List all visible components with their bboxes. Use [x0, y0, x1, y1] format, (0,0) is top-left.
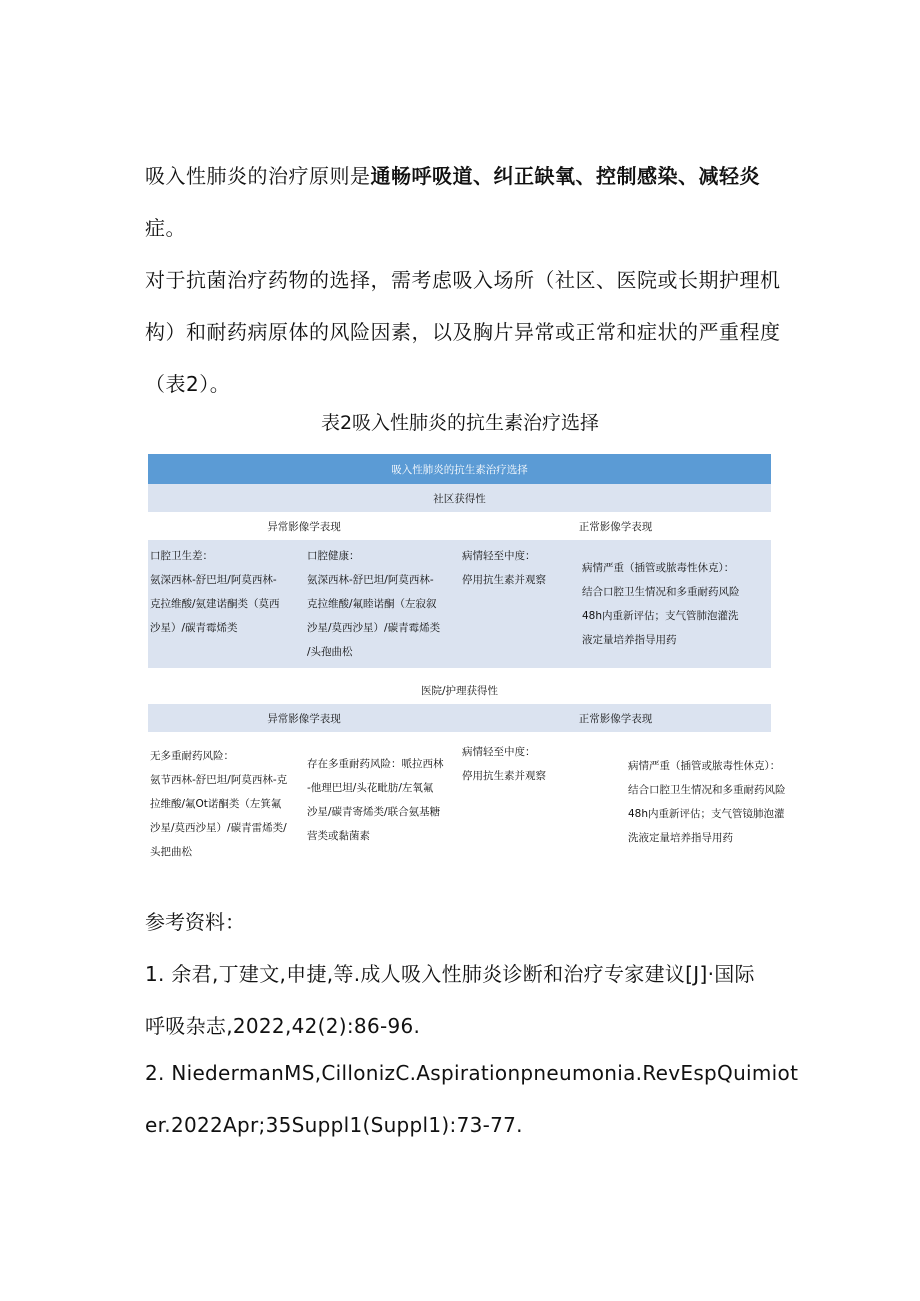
intro-line-2: 对于抗菌治疗药物的选择，需考虑吸入场所（社区、医院或长期护理机 [145, 268, 781, 292]
community-cell-poor-oral: 口腔卫生差： 氨深西林-舒巴坦/阿莫西林- 克拉维酸/氨建诺酮类（莫西 沙星）/碳青霉烯类 [148, 540, 305, 668]
table-title: 吸入性肺炎的抗生素治疗选择 [148, 454, 771, 484]
intro-paragraph [145, 150, 785, 410]
community-cell-mild: 病情轻至中度： 停用抗生素并观察 [460, 540, 594, 668]
hospital-cell-mdr: 存在多重耐药风险：哌拉西林 -他理巴坦/头花毗肪/左氧氟 沙星/碳青寄烯类/联合氨基糖 营类或黏菌素 [307, 758, 444, 842]
community-abnormal-header: 异常影像学表现 [148, 512, 460, 540]
hospital-normal-header: 正常影像学表现 [460, 704, 771, 732]
hospital-cell-severe: 病情严重（插管或脓毒性休克）： 结合口腔卫生情况和多重耐药风险 48h内重新评估；支气管镜肺泡灌 洗液定量培养指导用药 [628, 760, 786, 844]
intro-tail: 症。 [145, 216, 186, 240]
references-heading: 参考资料： [145, 910, 245, 934]
intro-line-4: （表2）。 [145, 372, 231, 396]
hospital-heading: 医院/护理获得性 [148, 676, 771, 704]
intro-lead: 吸入性肺炎的治疗原则是 [145, 164, 371, 188]
hospital-row [148, 732, 771, 868]
intro-line-3: 构）和耐药病原体的风险因素，以及胸片异常或正常和症状的严重程度 [145, 320, 781, 344]
reference-item-1: 1. 余君,丁建文,申捷,等.成人吸入性肺炎诊断和治疗专家建议[J]·国际 呼吸杂志,2022,42(2):86-96. [145, 962, 755, 1038]
hospital-cell-mild: 病情轻至中度： 停用抗生素并观察 [462, 746, 546, 782]
hospital-cell-no-mdr: 无多重耐药风险： 氨节西林-舒巴坦/阿莫西林-克 拉维酸/氟Ot诺酮类（左箕氟 沙星/莫西沙星）/碳青雷烯类/ 头把曲松 [150, 750, 288, 858]
community-cell-healthy-oral: 口腔健康： 氨深西林-舒巴坦/阿莫西林- 克拉维酸/氟睦诺酮（左寂叙 沙星/莫西沙星）/碳青霉烯类 /头孢曲松 [305, 540, 460, 668]
table-caption: 表2吸入性肺炎的抗生素治疗选择 [320, 412, 600, 434]
hospital-abnormal-header: 异常影像学表现 [148, 704, 460, 732]
antibiotic-table [148, 454, 786, 868]
community-row [148, 540, 771, 668]
community-normal-header: 正常影像学表现 [460, 512, 771, 540]
community-cell-severe: 病情严重（插管或脓毒性休克）： 结合口腔卫生情况和多重耐药风险 48h内重新评估；支气管肺泡灌洗 液定量培养指导用药 [594, 540, 771, 668]
reference-item-2: 2. NiedermanMS,CillonizC.Aspirationpneumonia.RevEspQuimiot er.2022Apr;35Suppl1(Suppl1):73-77. [145, 1061, 799, 1137]
intro-bold-principles: 通畅呼吸道、纠正缺氧、控制感染、减轻炎 [370, 164, 760, 188]
community-heading: 社区获得性 [148, 484, 771, 512]
